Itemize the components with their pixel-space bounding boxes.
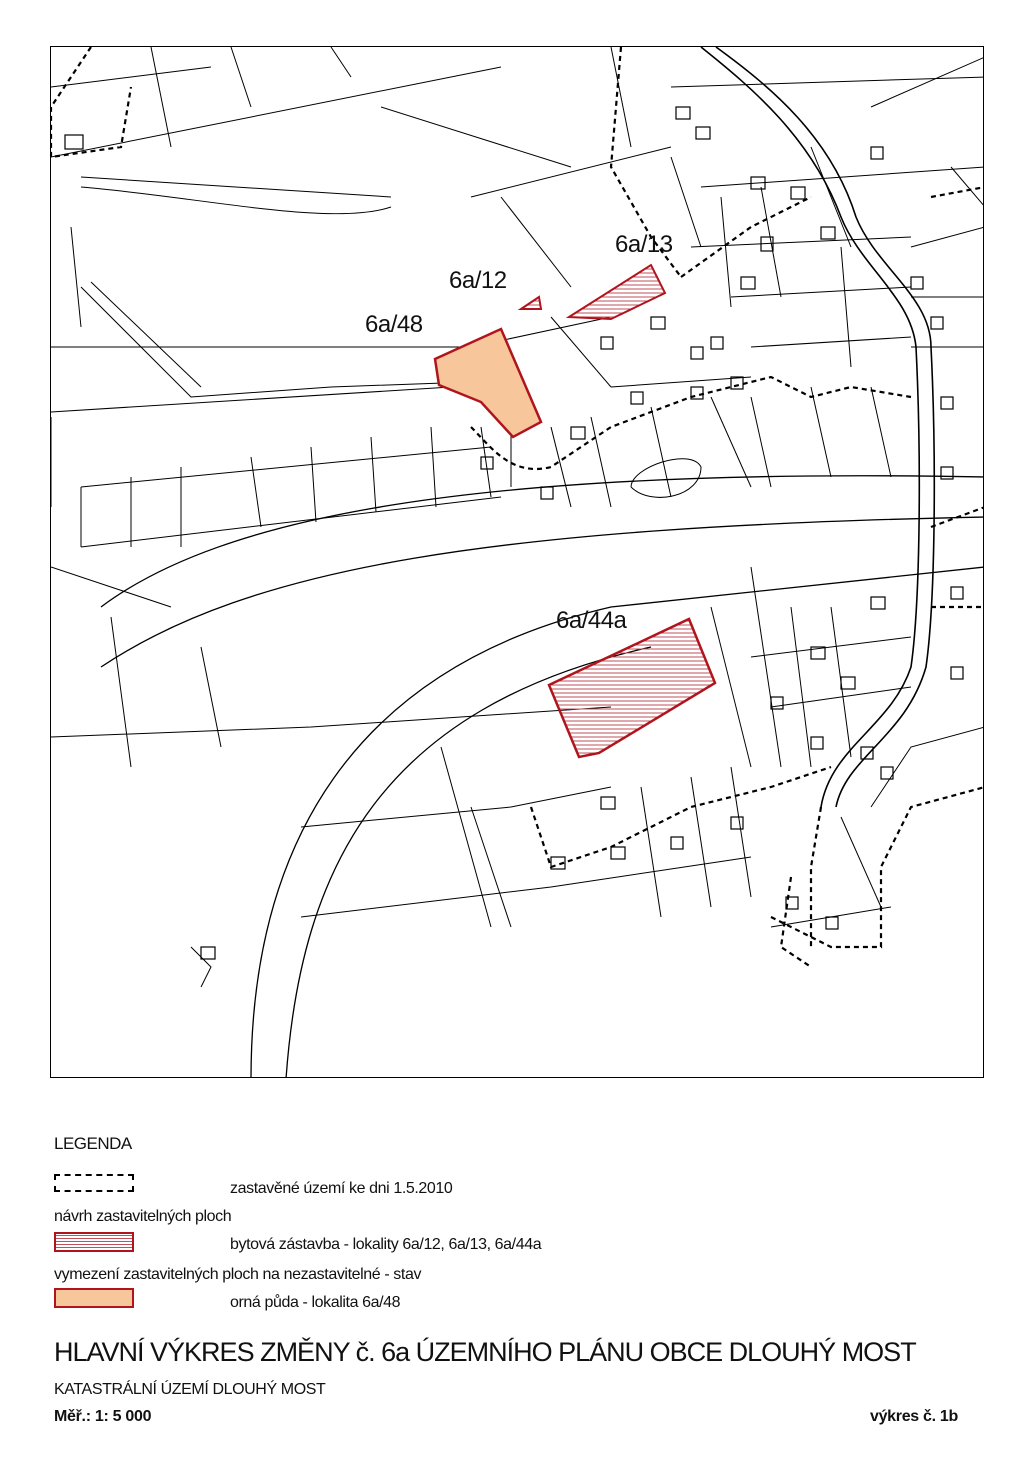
legend-heading-proposal: návrh zastavitelných ploch [54, 1208, 232, 1225]
locality-6a13 [569, 265, 665, 319]
legend-symbol-housing [54, 1232, 134, 1252]
locality-label-6a48: 6a/48 [365, 311, 423, 338]
legend-text-housing: bytová zástavba - lokality 6a/12, 6a/13, 6a/44a [230, 1236, 542, 1253]
legend-title: LEGENDA [54, 1134, 132, 1153]
locality-label-6a13: 6a/13 [615, 231, 673, 258]
sheet-number: výkres č. 1b [869, 1408, 958, 1425]
locality-label-6a44a: 6a/44a [556, 607, 627, 634]
legend-text-built-up: zastavěné území ke dni 1.5.2010 [230, 1180, 453, 1197]
main-road [701, 47, 934, 807]
legend-heading-demarcation: vymezení zastavitelných ploch na nezastavitelné - stav [54, 1266, 422, 1283]
locality-6a12 [521, 297, 541, 309]
legend-text-arable: orná půda - lokalita 6a/48 [230, 1294, 401, 1311]
locality-label-6a12: 6a/12 [449, 267, 507, 294]
legend-symbol-arable [54, 1288, 134, 1308]
cadastral-area-title: KATASTRÁLNÍ ÚZEMÍ DLOUHÝ MOST [54, 1381, 326, 1398]
locality-6a44a [549, 619, 715, 757]
cadastral-map [51, 47, 984, 1078]
locality-6a48 [435, 329, 541, 437]
drawing-title: HLAVNÍ VÝKRES ZMĚNY č. 6a ÚZEMNÍHO PLÁNU OBCE DLOUHÝ MOST [54, 1337, 916, 1367]
scale-label: Měř.: 1: 5 000 [54, 1408, 152, 1425]
river [101, 476, 984, 1078]
map-frame[interactable] [50, 46, 984, 1078]
legend-symbol-built-up [54, 1174, 134, 1192]
